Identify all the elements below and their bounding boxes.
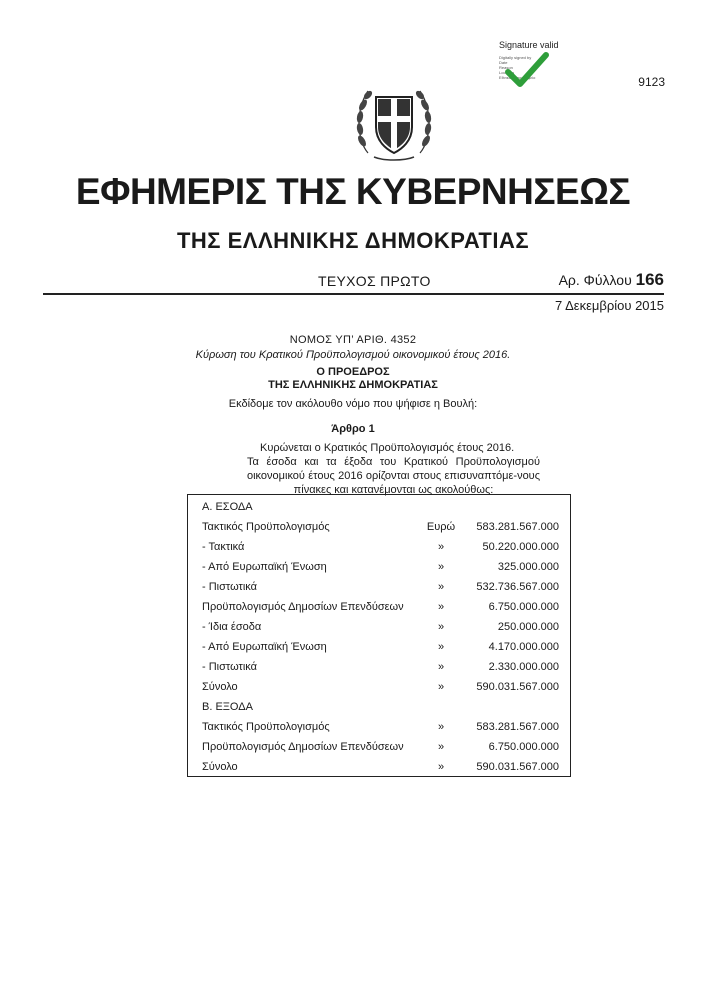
row-label: - Από Ευρωπαϊκή Ένωση — [202, 561, 327, 573]
president-heading-line1: Ο ΠΡΟΕΔΡΟΣ — [316, 366, 390, 378]
article-paragraph-1: Κυρώνεται ο Κρατικός Προϋπολογισμός έτους 2016. — [260, 442, 515, 454]
row-unit: » — [437, 741, 445, 753]
row-value: 583.281.567.000 — [476, 721, 559, 733]
issue-date: 7 Δεκεμβρίου 2015 — [554, 298, 664, 313]
checkmark-icon — [505, 50, 549, 90]
row-label: Σύνολο — [202, 761, 238, 773]
table-row — [188, 757, 572, 777]
row-unit: » — [437, 721, 445, 733]
row-value: 250.000.000 — [497, 621, 559, 633]
enactment-clause: Εκδίδομε τον ακόλουθο νόμο που ψήφισε η Βουλή: — [228, 398, 478, 410]
row-label: - Πιστωτικά — [202, 661, 258, 673]
table-row — [188, 597, 572, 617]
table-row — [188, 577, 572, 597]
row-label: Σύνολο — [202, 681, 238, 693]
row-label: Β. ΕΞΟΔΑ — [202, 701, 253, 713]
digital-signature-block — [497, 40, 587, 100]
law-title: Κύρωση του Κρατικού Προϋπολογισμού οικονομικού έτους 2016. — [195, 349, 511, 361]
signature-detail-line: Reason — [499, 65, 513, 70]
signature-detail-line: Digitally signed by — [499, 55, 532, 60]
greek-coat-of-arms-icon — [354, 79, 434, 163]
sheet-number: 166 — [635, 270, 664, 289]
row-unit: » — [437, 681, 445, 693]
row-unit: » — [437, 621, 445, 633]
sheet-label: Αρ. Φύλλου — [558, 272, 632, 288]
issue-label: ΤΕΥΧΟΣ ΠΡΩΤΟ — [318, 273, 431, 289]
page-number: 9123 — [638, 75, 665, 89]
budget-table — [187, 494, 571, 777]
row-value: 6.750.000.000 — [488, 741, 559, 753]
table-row — [188, 677, 572, 697]
row-value: 583.281.567.000 — [476, 521, 559, 533]
sheet-number-block — [500, 270, 664, 290]
table-row — [188, 737, 572, 757]
row-unit: » — [437, 541, 445, 553]
row-label: Α. ΕΣΟΔΑ — [202, 501, 253, 513]
gazette-subtitle: ΤΗΣ ΕΛΛΗΝΙΚΗΣ ΔΗΜΟΚΡΑΤΙΑΣ — [176, 228, 530, 253]
row-unit: » — [437, 641, 445, 653]
row-value: 590.031.567.000 — [476, 761, 559, 773]
table-row — [188, 517, 572, 537]
row-label: - Ίδια έσοδα — [202, 621, 262, 633]
row-unit: » — [437, 761, 445, 773]
row-value: 532.736.567.000 — [476, 581, 559, 593]
signature-detail-line: Location — [499, 70, 515, 75]
header-divider — [43, 293, 664, 295]
table-row — [188, 697, 572, 717]
row-label: - Τακτικά — [202, 541, 245, 553]
table-row — [188, 557, 572, 577]
row-value: 2.330.000.000 — [488, 661, 559, 673]
row-value: 590.031.567.000 — [476, 681, 559, 693]
row-unit: Ευρώ — [426, 521, 456, 533]
row-label: Προϋπολογισμός Δημοσίων Επενδύσεων — [202, 741, 404, 753]
article-title: Άρθρο 1 — [331, 423, 375, 435]
table-row — [188, 657, 572, 677]
table-row — [188, 537, 572, 557]
table-row — [188, 637, 572, 657]
row-label: Τακτικός Προϋπολογισμός — [202, 721, 330, 733]
signature-detail-line: Date — [499, 60, 508, 65]
row-unit: » — [437, 581, 445, 593]
row-label: - Πιστωτικά — [202, 581, 258, 593]
law-number: ΝΟΜΟΣ ΥΠ’ ΑΡΙΘ. 4352 — [289, 334, 417, 346]
row-unit: » — [437, 561, 445, 573]
row-label: - Από Ευρωπαϊκή Ένωση — [202, 641, 327, 653]
row-label: Προϋπολογισμός Δημοσίων Επενδύσεων — [202, 601, 404, 613]
table-row — [188, 617, 572, 637]
row-value: 325.000.000 — [497, 561, 559, 573]
row-unit: » — [437, 661, 445, 673]
row-unit: » — [437, 601, 445, 613]
gazette-title: ΕΦΗΜΕΡΙΣ ΤΗΣ ΚΥΒΕΡΝΗΣΕΩΣ — [75, 171, 631, 212]
row-label: Τακτικός Προϋπολογισμός — [202, 521, 330, 533]
table-row — [188, 497, 572, 517]
signature-status: Signature valid — [499, 40, 559, 50]
row-value: 6.750.000.000 — [488, 601, 559, 613]
row-value: 4.170.000.000 — [488, 641, 559, 653]
signature-detail-line: Εθνικό Τυπογραφείο — [499, 75, 536, 80]
row-value: 50.220.000.000 — [482, 541, 559, 553]
article-paragraph-2: Τα έσοδα και τα έξοδα του Κρατικού Προϋπολογισμού οικονομικού έτους 2016 ορίζονται στους επισυναπτόμε-νους πίνακες και κατανέμονται ως ακολούθως: — [247, 456, 540, 496]
president-heading-line2: ΤΗΣ ΕΛΛΗΝΙΚΗΣ ΔΗΜΟΚΡΑΤΙΑΣ — [268, 379, 438, 391]
table-row — [188, 717, 572, 737]
